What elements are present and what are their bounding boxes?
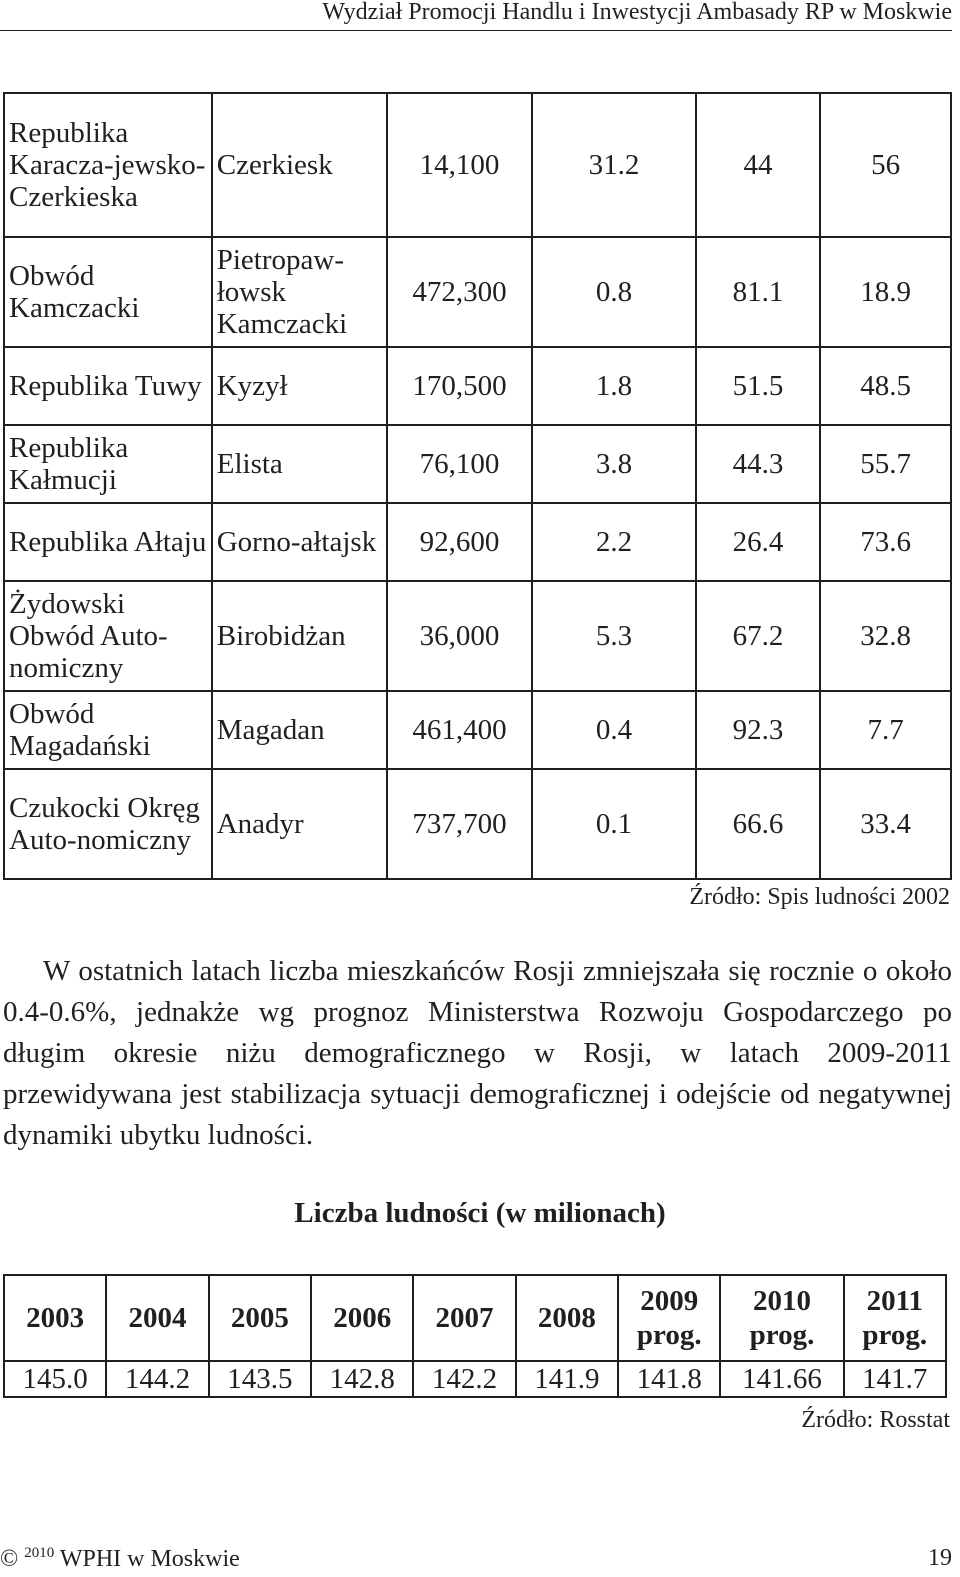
share-cell: 0.4	[532, 691, 695, 769]
header-title: Wydział Promocji Handlu i Inwestycji Ambasady RP w Moskwie	[322, 0, 952, 25]
population-value: 144.2	[106, 1361, 208, 1397]
region-cell: Republika Karacza-jewsko-Czerkieska	[4, 93, 212, 237]
share-cell: 56	[820, 93, 951, 237]
population-table	[3, 1274, 947, 1398]
year-label: 2007	[435, 1302, 494, 1334]
share-cell: 73.6	[820, 503, 951, 581]
year-label: 2008	[537, 1302, 596, 1334]
forecast-label: prog.	[862, 1319, 928, 1351]
population-cell: 170,500	[387, 347, 533, 425]
region-cell: Republika Tuwy	[4, 347, 212, 425]
population-cell: 76,100	[387, 425, 533, 503]
population-cell: 14,100	[387, 93, 533, 237]
year-label: 2003	[26, 1302, 85, 1334]
table-row	[4, 769, 951, 879]
year-label: 2006	[333, 1302, 392, 1334]
footer-credit	[0, 1545, 240, 1573]
share-cell: 0.1	[532, 769, 695, 879]
population-value: 141.9	[516, 1361, 618, 1397]
population-value: 143.5	[209, 1361, 311, 1397]
region-cell: Republika Kałmucji	[4, 425, 212, 503]
page-header	[0, 0, 952, 31]
share-cell: 44.3	[696, 425, 820, 503]
share-cell: 44	[696, 93, 820, 237]
year-header	[720, 1275, 843, 1361]
year-label: 2009	[640, 1285, 699, 1317]
share-cell: 0.8	[532, 237, 695, 347]
page-number: 19	[928, 1545, 952, 1571]
population-cell: 737,700	[387, 769, 533, 879]
city-cell: Kyzył	[212, 347, 387, 425]
population-cell: 472,300	[387, 237, 533, 347]
region-cell: Żydowski Obwód Auto-nomiczny	[4, 581, 212, 691]
population-value: 142.2	[413, 1361, 515, 1397]
copyright-symbol: ©	[0, 1546, 19, 1572]
table-row	[4, 691, 951, 769]
footer-year: 2010	[24, 1545, 55, 1561]
region-cell: Czukocki Okręg Auto-nomiczny	[4, 769, 212, 879]
share-cell: 67.2	[696, 581, 820, 691]
population-cell: 461,400	[387, 691, 533, 769]
share-cell: 7.7	[820, 691, 951, 769]
city-cell: Czerkiesk	[212, 93, 387, 237]
city-cell: Elista	[212, 425, 387, 503]
share-cell: 3.8	[532, 425, 695, 503]
population-value: 141.8	[618, 1361, 720, 1397]
table-row	[4, 581, 951, 691]
page-footer	[0, 1541, 952, 1577]
region-cell: Republika Ałtaju	[4, 503, 212, 581]
year-header	[311, 1275, 413, 1361]
body-paragraph: W ostatnich latach liczba mieszkańców Rosji zmniejszała się rocznie o około 0.4-0.6%, jednakże wg prognoz Ministerstwa Rozwoju Gospodarczego po długim okresie niżu demograficznego w Rosji, w latach 2009-2011 przewidywana jest stabilizacja sytuacji demograficznej i odejście od negatywnej dynamiki ubytku ludności.	[3, 955, 952, 1151]
regions-table	[3, 92, 952, 880]
year-header	[618, 1275, 720, 1361]
year-header	[106, 1275, 208, 1361]
share-cell: 66.6	[696, 769, 820, 879]
region-cell: Obwód Kamczacki	[4, 237, 212, 347]
share-cell: 48.5	[820, 347, 951, 425]
share-cell: 32.8	[820, 581, 951, 691]
region-cell: Obwód Magadański	[4, 691, 212, 769]
year-label: 2005	[230, 1302, 289, 1334]
share-cell: 2.2	[532, 503, 695, 581]
regions-table-source: Źródło: Spis ludności 2002	[689, 884, 950, 910]
year-header	[844, 1275, 946, 1361]
share-cell: 26.4	[696, 503, 820, 581]
city-cell: Gorno-ałtajsk	[212, 503, 387, 581]
share-cell: 92.3	[696, 691, 820, 769]
year-header	[413, 1275, 515, 1361]
population-value: 145.0	[4, 1361, 106, 1397]
share-cell: 51.5	[696, 347, 820, 425]
population-cell: 36,000	[387, 581, 533, 691]
population-table-source: Źródło: Rosstat	[801, 1407, 950, 1433]
forecast-label: prog.	[636, 1319, 702, 1351]
share-cell: 81.1	[696, 237, 820, 347]
table-row	[4, 425, 951, 503]
population-value: 141.66	[720, 1361, 843, 1397]
table-row	[4, 1361, 946, 1397]
population-value: 141.7	[844, 1361, 946, 1397]
share-cell: 5.3	[532, 581, 695, 691]
share-cell: 33.4	[820, 769, 951, 879]
year-label: 2004	[128, 1302, 187, 1334]
year-header	[209, 1275, 311, 1361]
share-cell: 55.7	[820, 425, 951, 503]
share-cell: 18.9	[820, 237, 951, 347]
year-label: 2010	[752, 1285, 811, 1317]
population-cell: 92,600	[387, 503, 533, 581]
table-row	[4, 347, 951, 425]
footer-publisher: WPHI w Moskwie	[59, 1546, 240, 1572]
table-row	[4, 237, 951, 347]
table-header-row	[4, 1275, 946, 1361]
city-cell: Pietropaw-łowsk Kamczacki	[212, 237, 387, 347]
city-cell: Birobidżan	[212, 581, 387, 691]
population-table-title: Liczba ludności (w milionach)	[294, 1197, 666, 1229]
table-row	[4, 503, 951, 581]
share-cell: 31.2	[532, 93, 695, 237]
year-label: 2011	[866, 1285, 923, 1317]
share-cell: 1.8	[532, 347, 695, 425]
table-row	[4, 93, 951, 237]
population-value: 142.8	[311, 1361, 413, 1397]
forecast-label: prog.	[749, 1319, 815, 1351]
year-header	[4, 1275, 106, 1361]
year-header	[516, 1275, 618, 1361]
city-cell: Magadan	[212, 691, 387, 769]
city-cell: Anadyr	[212, 769, 387, 879]
